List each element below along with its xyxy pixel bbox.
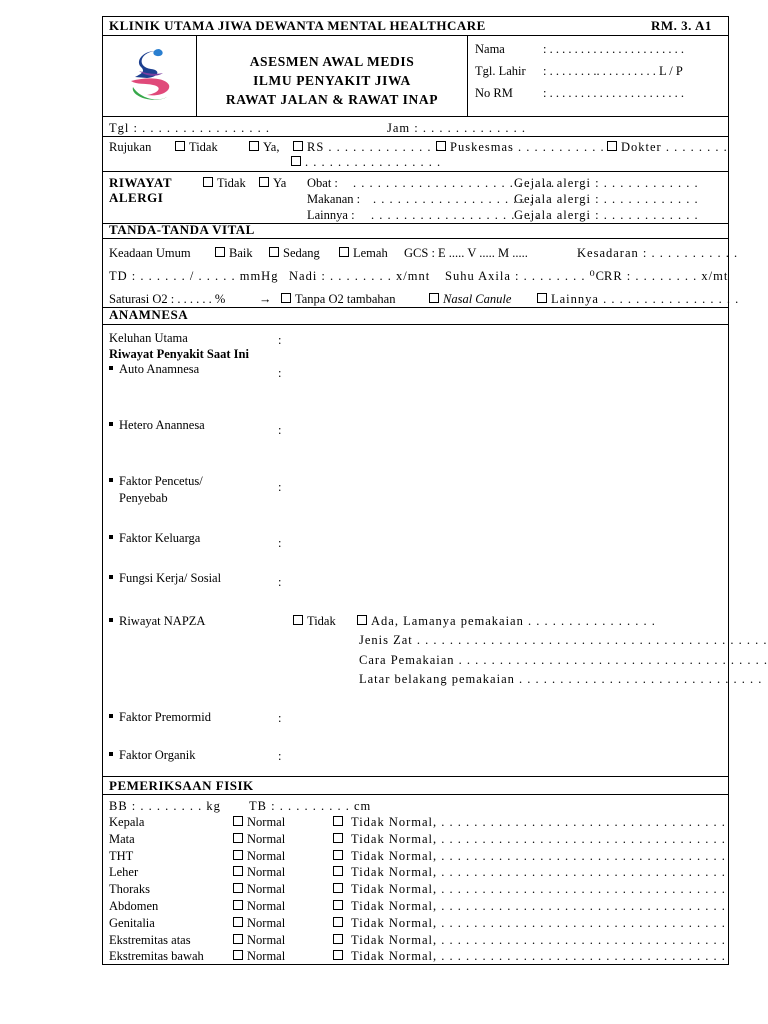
riwayat-penyakit-label: Riwayat Penyakit Saat Ini [109, 347, 249, 361]
rr-field[interactable]: RR : . . . . . . . . x/mt [604, 269, 729, 283]
rujukan-ya-option[interactable] [249, 140, 279, 154]
checkbox[interactable] [215, 247, 225, 257]
form-title-line: ASESMEN AWAL MEDIS [249, 54, 415, 69]
checkbox[interactable] [281, 293, 291, 303]
option-label: RS . . . . . . . . . . . . . . [307, 140, 440, 154]
riwayat-napza-label [109, 614, 205, 628]
alergi-ya-option[interactable] [259, 176, 286, 190]
alergi-tidak-option[interactable] [203, 176, 246, 190]
patient-dob-field[interactable]: : . . . . . . . .. . . . . . . . . . L / P [543, 64, 683, 78]
normal-option[interactable] [233, 865, 285, 879]
option-label: Dokter . . . . . . . . [621, 140, 728, 154]
clinic-name: KLINIK UTAMA JIWA DEWANTA MENTAL HEALTHCARE [109, 18, 486, 33]
colon: : [278, 711, 282, 725]
napza-latar-field[interactable]: Latar belakang pemakaian . . . . . . . . . . . . . . . . . . . . . . . . . . . . . . [359, 672, 763, 686]
bullet-icon [109, 575, 113, 579]
faktor-premormid-label [109, 710, 211, 724]
option-label: Tidak Normal, . . . . . . . . . . . . . . . . . . . . . . . . . . . . . . . . . . . [351, 882, 726, 897]
kesadaran-field[interactable]: Kesadaran : . . . . . . . . . . . [577, 246, 739, 260]
fisik-row-label: Mata [109, 831, 135, 846]
bullet-icon [109, 478, 113, 482]
alergi-lainnya-label: Lainnya : [307, 208, 355, 222]
option-label: Normal [247, 899, 286, 913]
keluhan-utama-label: Keluhan Utama [109, 331, 188, 345]
rujukan-puskesmas-option[interactable] [436, 140, 605, 154]
option-label: Normal [247, 865, 286, 880]
option-label: Sedang [283, 246, 320, 260]
checkbox[interactable] [333, 866, 343, 876]
form-code: RM. 3. A1 [651, 18, 712, 33]
checkbox[interactable] [233, 917, 243, 927]
option-label: Normal [247, 831, 286, 846]
napza-cara-field[interactable]: Cara Pemakaian . . . . . . . . . . . . . . . . . . . . . . . . . . . . . . . . . . . . . . [359, 653, 768, 667]
option-label: Tidak Normal, . . . . . . . . . . . . . . . . . . . . . . . . . . . . . . . . . . . [351, 815, 726, 829]
option-label: Ya, [263, 140, 280, 154]
normal-option[interactable] [233, 899, 285, 913]
normal-option[interactable] [233, 949, 285, 963]
patient-name-field[interactable]: : . . . . . . . . . . . . . . . . . . . . . . [543, 42, 684, 56]
checkbox[interactable] [293, 141, 303, 151]
tidak-normal-option[interactable] [333, 899, 726, 913]
nadi-field[interactable]: Nadi : . . . . . . . . x/mnt [289, 269, 431, 283]
tidak-normal-option[interactable] [333, 949, 726, 963]
fisik-row-label: Ekstremitas bawah [109, 949, 204, 964]
item-label: Hetero Anannesa [119, 418, 205, 432]
option-label: Tidak [307, 614, 336, 628]
arrow-icon: → [259, 292, 272, 306]
patient-name-label: Nama [475, 42, 505, 56]
tidak-normal-option[interactable] [333, 815, 726, 829]
option-label: Tidak Normal, . . . . . . . . . . . . . . . . . . . . . . . . . . . . . . . . . . . [351, 949, 726, 964]
checkbox[interactable] [233, 833, 243, 843]
visit-time-field[interactable]: Jam : . . . . . . . . . . . . . [387, 121, 526, 135]
fungsi-kerja-label [109, 571, 221, 585]
option-label: Tidak Normal, . . . . . . . . . . . . . . . . . . . . . . . . . . . . . . . . . . . [351, 865, 726, 880]
tidak-normal-option[interactable] [333, 865, 726, 879]
option-label: Baik [229, 246, 253, 260]
assessment-form [102, 16, 768, 965]
option-label: Normal [247, 932, 286, 947]
checkbox[interactable] [607, 141, 617, 151]
checkbox[interactable] [203, 177, 213, 187]
colon: : [278, 536, 282, 550]
tb-field[interactable]: TB : . . . . . . . . . cm [249, 799, 372, 813]
option-label: Tidak Normal, . . . . . . . . . . . . . . . . . . . . . . . . . . . . . . . . . . . [351, 848, 726, 863]
colon: : [278, 749, 282, 763]
alergi-makanan-field[interactable]: . . . . . . . . . . . . . . . . . . . . . [373, 192, 543, 206]
checkbox[interactable] [233, 850, 243, 860]
saturasi-field[interactable]: Saturasi O2 : . . . . . . % [109, 292, 226, 306]
form-title-line: RAWAT JALAN & RAWAT INAP [225, 92, 439, 107]
colon: : [278, 366, 282, 380]
gcs-field[interactable]: GCS : E ..... V ..... M ..... [404, 246, 528, 260]
option-label: Tidak [189, 140, 218, 154]
checkbox[interactable] [333, 883, 343, 893]
visit-date-field[interactable]: Tgl : . . . . . . . . . . . . . . . . [109, 121, 270, 135]
item-label: Faktor Organik [119, 748, 196, 762]
checkbox[interactable] [339, 247, 349, 257]
normal-option[interactable] [233, 916, 285, 930]
napza-jenis-field[interactable]: Jenis Zat . . . . . . . . . . . . . . . . . . . . . . . . . . . . . . . . . . . . . . . . . . . [359, 633, 768, 647]
checkbox[interactable] [233, 900, 243, 910]
option-label: Lemah [353, 246, 388, 260]
rujukan-tidak-option[interactable] [175, 140, 218, 154]
fisik-row-label: Genitalia [109, 915, 155, 930]
option-label: Ya [273, 176, 287, 190]
option-label: Tidak Normal, . . . . . . . . . . . . . . . . . . . . . . . . . . . . . . . . . . . [351, 915, 726, 930]
vital-section-title: TANDA-TANDA VITAL [109, 222, 255, 237]
tidak-normal-option[interactable] [333, 832, 726, 846]
checkbox[interactable] [233, 866, 243, 876]
checkbox[interactable] [269, 247, 279, 257]
hetero-anamnesa-label [109, 418, 205, 432]
colon: : [278, 333, 282, 347]
colon: : [278, 423, 282, 437]
bullet-icon [109, 714, 113, 718]
bullet-icon [109, 535, 113, 539]
bullet-icon [109, 752, 113, 756]
option-label: Normal [247, 815, 286, 829]
option-label: Nasal Canule [443, 292, 512, 306]
alergi-makanan-gejala-field[interactable]: Gejala alergi : . . . . . . . . . . . . [514, 192, 699, 206]
tidak-normal-option[interactable] [333, 882, 726, 896]
rujukan-label: Rujukan [109, 140, 152, 154]
checkbox[interactable] [175, 141, 185, 151]
fisik-row-label: Kepala [109, 815, 145, 829]
checkbox[interactable] [333, 816, 343, 826]
checkbox[interactable] [537, 293, 547, 303]
faktor-pencetus-label [109, 474, 203, 488]
checkbox[interactable] [429, 293, 439, 303]
napza-ada-option[interactable] [357, 614, 656, 628]
option-label: Tidak Normal, . . . . . . . . . . . . . . . . . . . . . . . . . . . . . . . . . . . [351, 831, 726, 846]
checkbox[interactable] [357, 615, 367, 625]
item-label: Fungsi Kerja/ Sosial [119, 571, 222, 585]
item-label: Faktor Keluarga [119, 531, 201, 545]
option-label: Normal [247, 848, 286, 863]
item-label: Riwayat NAPZA [119, 614, 206, 628]
checkbox[interactable] [291, 156, 301, 166]
checkbox[interactable] [233, 934, 243, 944]
option-label: Puskesmas . . . . . . . . . . . [450, 140, 605, 154]
patient-rm-field[interactable]: : . . . . . . . . . . . . . . . . . . . . . . [543, 86, 684, 100]
colon: : [278, 480, 282, 494]
option-label: Tanpa O2 tambahan [295, 292, 396, 306]
alergi-obat-gejala-field[interactable]: Gejala alergi : . . . . . . . . . . . . [514, 176, 699, 190]
checkbox[interactable] [333, 950, 343, 960]
patient-dob-label: Tgl. Lahir [475, 64, 526, 78]
o2-lainnya-option[interactable] [537, 292, 739, 306]
alergi-makanan-label: Makanan : [307, 192, 361, 206]
option-label: Ada, Lamanya pemakaian . . . . . . . . . . . . . . . . [371, 614, 656, 628]
option-label: Normal [247, 949, 286, 964]
alergi-obat-label: Obat : [307, 176, 338, 190]
checkbox[interactable] [436, 141, 446, 151]
normal-option[interactable] [233, 933, 285, 947]
checkbox[interactable] [333, 900, 343, 910]
bullet-icon [109, 422, 113, 426]
napza-tidak-option[interactable] [293, 614, 336, 628]
fisik-row-label: Abdomen [109, 899, 159, 913]
fisik-row-label: THT [109, 848, 134, 863]
item-label: Faktor Premormid [119, 710, 212, 724]
option-label: Normal [247, 882, 286, 897]
checkbox[interactable] [293, 615, 303, 625]
bullet-icon [109, 366, 113, 370]
keadaan-lemah-option[interactable] [339, 246, 388, 260]
checkbox[interactable] [333, 850, 343, 860]
item-label: Faktor Pencetus/ [119, 474, 203, 488]
keadaan-umum-label: Keadaan Umum [109, 246, 191, 260]
normal-option[interactable] [233, 882, 285, 896]
option-label: Tidak Normal, . . . . . . . . . . . . . . . . . . . . . . . . . . . . . . . . . . . [351, 899, 726, 913]
form-title [197, 52, 467, 109]
fisik-section-title: PEMERIKSAAN FISIK [109, 778, 254, 793]
checkbox[interactable] [333, 833, 343, 843]
checkbox[interactable] [233, 883, 243, 893]
rujukan-dokter-option[interactable] [607, 140, 728, 154]
bullet-icon [109, 618, 113, 622]
fisik-row-label: Ekstremitas atas [109, 932, 191, 947]
keadaan-baik-option[interactable] [215, 246, 253, 260]
tidak-normal-option[interactable] [333, 849, 726, 863]
nasal-canule-option[interactable] [429, 292, 511, 306]
normal-option[interactable] [233, 815, 285, 829]
option-label: Lainnya . . . . . . . . . . . . . . . . . [551, 292, 740, 306]
checkbox[interactable] [259, 177, 269, 187]
fisik-row-label: Thoraks [109, 882, 150, 897]
penyebab-label: Penyebab [119, 491, 168, 505]
alergi-obat-field[interactable]: . . . . . . . . . . . . . . . . . . . . . . . . . [353, 176, 556, 190]
alergi-label: ALERGI [109, 190, 164, 205]
td-field[interactable]: TD : . . . . . . / . . . . . mmHg [109, 269, 279, 283]
checkbox[interactable] [233, 950, 243, 960]
suhu-field[interactable]: Suhu Axila : . . . . . . . . ⁰C [445, 269, 605, 283]
option-label: Normal [247, 915, 286, 930]
fisik-row-label: Leher [109, 865, 139, 880]
colon: : [278, 575, 282, 589]
tanpa-o2-option[interactable] [281, 292, 395, 306]
alergi-lainnya-field[interactable]: . . . . . . . . . . . . . . . . . . . . . [371, 208, 541, 222]
rujukan-rs-option[interactable] [293, 140, 440, 154]
option-label: Tidak Normal, . . . . . . . . . . . . . . . . . . . . . . . . . . . . . . . . . . . [351, 932, 726, 947]
normal-option[interactable] [233, 849, 285, 863]
checkbox[interactable] [333, 934, 343, 944]
keadaan-sedang-option[interactable] [269, 246, 320, 260]
option-label: Tidak [217, 176, 246, 190]
faktor-organik-label [109, 748, 196, 762]
tidak-normal-option[interactable] [333, 933, 726, 947]
option-label: . . . . . . . . . . . . . . . . . [305, 155, 442, 169]
dewanta-logo-icon [125, 47, 175, 103]
item-label: Auto Anamnesa [119, 362, 200, 376]
alergi-lainnya-gejala-field[interactable]: Gejala alergi : . . . . . . . . . . . . [514, 208, 699, 222]
checkbox[interactable] [249, 141, 259, 151]
alergi-label: RIWAYAT [109, 175, 172, 190]
auto-anamnesa-label [109, 362, 199, 376]
normal-option[interactable] [233, 832, 285, 846]
form-title-line: ILMU PENYAKIT JIWA [253, 73, 411, 88]
bb-field[interactable]: BB : . . . . . . . . kg [109, 799, 221, 813]
checkbox[interactable] [233, 816, 243, 826]
rujukan-other-option[interactable] [291, 155, 441, 169]
anamnesa-section-title: ANAMNESA [109, 307, 189, 322]
patient-rm-label: No RM [475, 86, 513, 100]
tidak-normal-option[interactable] [333, 916, 726, 930]
faktor-keluarga-label [109, 531, 200, 545]
checkbox[interactable] [333, 917, 343, 927]
